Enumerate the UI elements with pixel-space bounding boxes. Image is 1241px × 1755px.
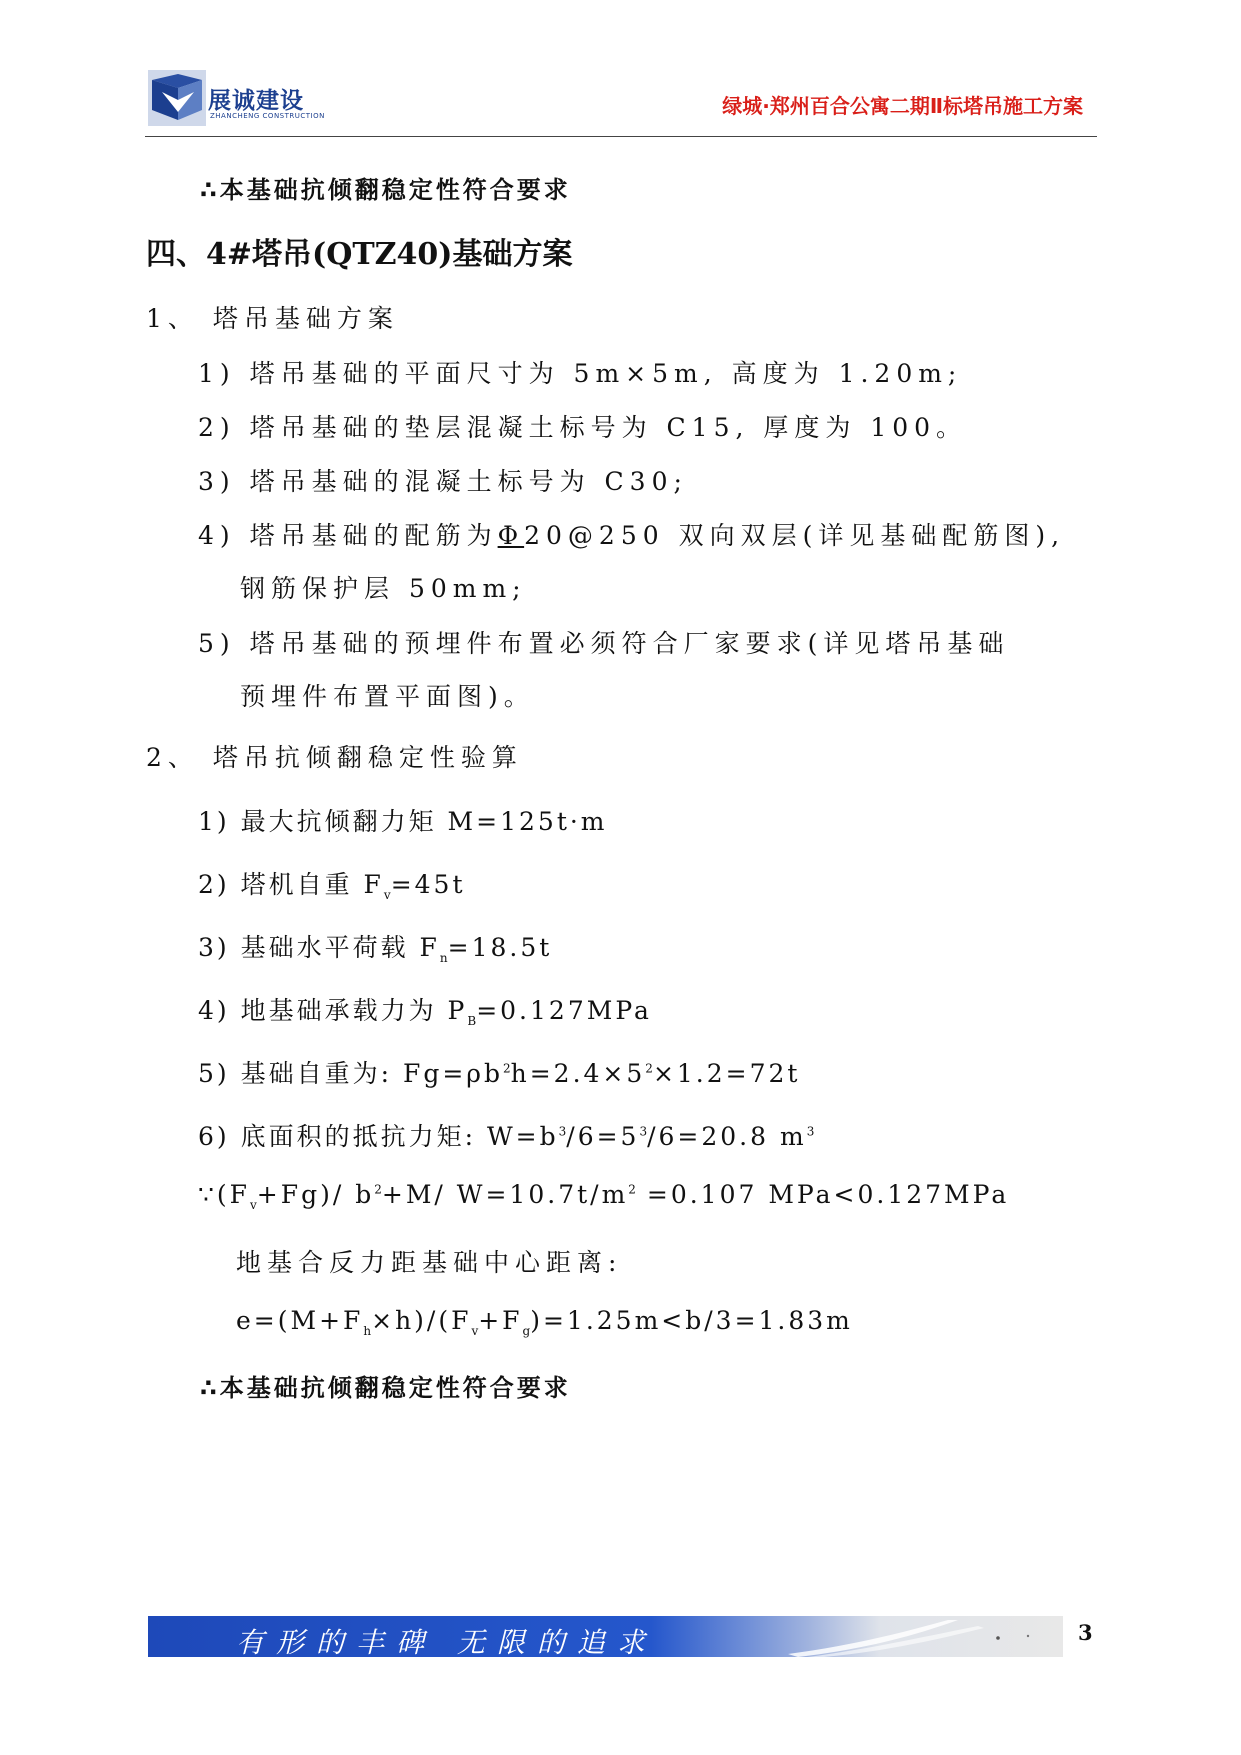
list-item — [198, 1054, 800, 1090]
subscript: v — [383, 888, 391, 902]
list-item-text: h=2.4×5 — [510, 1059, 646, 1088]
logo-mark-icon — [148, 70, 206, 126]
formula-text: +M/ W=10.7t/m — [381, 1180, 629, 1209]
formula-text: )=1.25m<b/3=1.83m — [530, 1306, 853, 1335]
subsection-2-title: 2、 塔吊抗倾翻稳定性验算 — [146, 743, 523, 772]
list-item-text: 3) 基础水平荷载 F — [198, 933, 440, 962]
conclusion-top: ∴本基础抗倾翻稳定性符合要求 — [200, 176, 571, 204]
list-item-text: 5) 基础自重为: Fg=ρb — [198, 1059, 503, 1088]
list-item — [198, 516, 1065, 552]
formula-text: e=(M+F — [236, 1306, 364, 1335]
list-item: 3) 塔吊基础的混凝土标号为 C30; — [198, 467, 688, 496]
list-item-text: /6=20.8 m — [647, 1122, 807, 1151]
footer-banner — [148, 1616, 1063, 1657]
list-item-text: /6=5 — [566, 1122, 640, 1151]
list-item-text: 20@250 双向双层(详见基础配筋图), — [524, 521, 1066, 550]
list-item — [198, 865, 466, 902]
formula-text: +F — [478, 1306, 523, 1335]
superscript: 2 — [628, 1182, 636, 1197]
section-heading: 四、4#塔吊(QTZ40)基础方案 — [146, 237, 573, 272]
footer-slogan: 有形的丰碑 无限的追求 — [236, 1626, 657, 1657]
subscript: n — [439, 951, 448, 965]
rebar-symbol: Φ — [497, 521, 525, 550]
subscript: v — [471, 1324, 479, 1338]
page-number: 3 — [1078, 1620, 1093, 1645]
subscript: B — [467, 1014, 477, 1028]
superscript: 2 — [645, 1061, 653, 1076]
formula-text: =0.107 MPa<0.127MPa — [635, 1180, 1010, 1209]
conclusion-bottom: ∴本基础抗倾翻稳定性符合要求 — [200, 1374, 571, 1402]
list-item: 1) 最大抗倾翻力矩 M=125t·m — [198, 807, 608, 836]
formula-text: ∵(F — [198, 1180, 251, 1209]
eccentricity-formula — [236, 1306, 853, 1338]
list-item-text: ×1.2=72t — [652, 1059, 801, 1088]
subscript: g — [522, 1324, 531, 1338]
subscript: h — [363, 1324, 372, 1338]
reaction-distance-text: 地基合反力距基础中心距离: — [236, 1248, 623, 1277]
logo-brand-text: 展诚建设 — [208, 88, 304, 114]
company-logo — [148, 70, 325, 126]
list-item: 5) 塔吊基础的预埋件布置必须符合厂家要求(详见塔吊基础 — [198, 629, 1010, 658]
subsection-1-title: 1、 塔吊基础方案 — [146, 304, 399, 333]
header-divider — [145, 136, 1097, 137]
list-item-text: =45t — [390, 870, 466, 899]
formula-text: ×h)/(F — [371, 1306, 472, 1335]
document-title: 绿城·郑州百合公寓二期Ⅱ标塔吊施工方案 — [722, 94, 1083, 118]
list-item-continuation: 预埋件布置平面图)。 — [240, 682, 535, 711]
list-item-text: 4) 塔吊基础的配筋为 — [198, 521, 498, 550]
logo-sub-text: ZHANCHENG CONSTRUCTION — [210, 112, 325, 120]
formula-text: +Fg)/ b — [256, 1180, 375, 1209]
superscript: 3 — [639, 1124, 648, 1139]
list-item — [198, 1117, 814, 1153]
list-item-text: 4) 地基础承载力为 P — [198, 996, 468, 1025]
superscript: 2 — [374, 1182, 382, 1197]
superscript: 2 — [502, 1061, 511, 1076]
because-formula — [198, 1180, 1009, 1212]
list-item: 2) 塔吊基础的垫层混凝土标号为 C15, 厚度为 100。 — [198, 413, 968, 442]
swoosh-icon — [788, 1616, 1063, 1657]
superscript: 3 — [806, 1124, 815, 1139]
superscript: 3 — [558, 1124, 567, 1139]
list-item-text: =18.5t — [447, 933, 553, 962]
list-item-text: 6) 底面积的抵抗力矩: W=b — [198, 1122, 559, 1151]
subscript: v — [250, 1198, 257, 1212]
list-item-text: =0.127MPa — [476, 996, 652, 1025]
list-item — [198, 928, 552, 965]
list-item-continuation: 钢筋保护层 50mm; — [240, 574, 527, 603]
list-item — [198, 991, 652, 1028]
list-item: 1) 塔吊基础的平面尺寸为 5m×5m, 高度为 1.20m; — [198, 359, 963, 388]
list-item-text: 2) 塔机自重 F — [198, 870, 384, 899]
